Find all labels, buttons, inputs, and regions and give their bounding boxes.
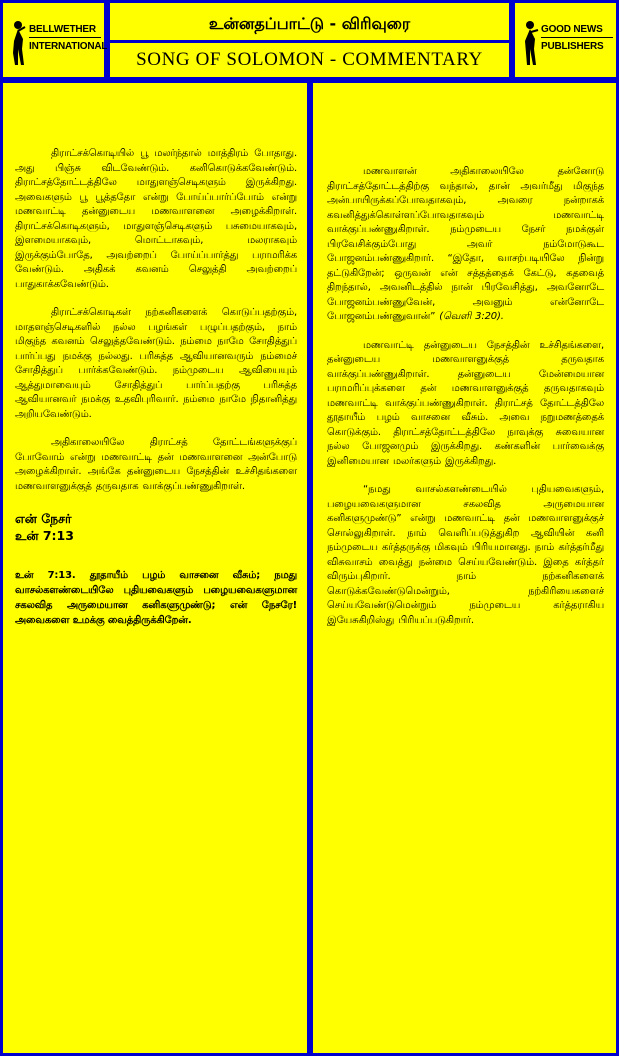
- logo-line-1: BELLWETHER: [29, 23, 101, 38]
- good-news-publishers-logo: [521, 17, 613, 69]
- right-paragraph-3: “நமது வாசல்களண்டையில் புதியவைகளும், பழையவைகளுமான சகலவித அருமையான கனிகளுமுண்டு” என்று மணவாட்டி தன் மணவாளனுக்குச் சொல்லுகிறாள். நாம் வெளிப்படுத்துகிற ஆவியின் கனி நம்முடைய கர்த்தருக்கு மிகவும் பிரியமானது. நாம் கர்த்தர்மீது விசுவாசம் வைத்து நன்மை செய்யவேண்டும். இதை கர்த்தர் விரும்புகிறார். நாம் நற்கனிகளைக் கொடுக்கவேண்டுமென்றும், நற்கிரியைகளைச் செய்யவேண்டுமென்றும் நம்முடைய கர்த்தராகிய இயேசுகிறிஸ்து பிரியப்படுகிறார்.: [327, 484, 604, 626]
- right-column-content: [327, 165, 604, 642]
- page-title-tamil: உன்னதப்பாட்டு - விரிவுரை: [208, 14, 411, 33]
- right-paragraph-1-text: மணவாளன் அதிகாலையிலே தன்னோடு திராட்சத்தோட்டத்திற்கு வந்தால், தான் அவர்மீது மிகுந்த அன்பாயிருக்கப்போவதாகவும், அவரை நன்றாகக் கவனித்துக்கொள்ளப்போவதாகவும் மணவாட்டி வாக்குப்பண்ணுகிறாள். நம்முடைய நேசர் நமக்குள் பிரவேசிக்கும்போது அவர் நம்மோடுகூட போஜனம்பண்ணுகிறார். “இதோ, வாசற்படியிலே நின்று தட்டுகிறேன்; ஒருவன் என் சத்தத்தைக் கேட்டு, கதவைத் திறந்தால், அவனிடத்தில் நான் பிரவேசித்து, அவனோடே போஜனம்பண்ணுவேன், அவனும் என்னோடே போஜனம்பண்ணுவான்”: [327, 166, 604, 322]
- header-right-logo-panel: [512, 0, 619, 80]
- logo-line-1: GOOD NEWS: [541, 23, 613, 38]
- logo-line-2: PUBLISHERS: [541, 41, 604, 52]
- scripture-verse: உன் 7:13. தூதாயீம் பழம் வாசனை வீசும்; நமது வாசல்களண்டையிலே புதியவைகளும் பழையவைகளுமான சகலவித அருமையான கனிகளுமுண்டு; என் நேசரே! அவைகளை உமக்கு வைத்திருக்கிறேன்.: [15, 570, 297, 626]
- bellwether-logo-text: [29, 23, 108, 53]
- scripture-reference: (வெளி 3:20).: [439, 311, 504, 322]
- left-column: [0, 80, 310, 1056]
- header-title-panel: [107, 0, 512, 80]
- logo-line-2: INTERNATIONAL: [29, 41, 108, 52]
- bellwether-logo: [9, 17, 108, 69]
- right-paragraph-2: மணவாட்டி தன்னுடைய நேசத்தின் உச்சிதங்களை, தன்னுடைய மணவாளனுக்குத் தருவதாக வாக்குப்பண்ணுகிறாள். தன்னுடைய மேன்மையான பராமரிப்புக்களை தன் மணவாளனுக்குத் தருவதாகவும் மணவாட்டி வாக்குப்பண்ணுகிறாள். திராட்சத் தோட்டத்திலே தூதாயீம் பழம் வாசனை வீசும். அவை நறுமணத்தைக் கொடுக்கும். திராட்சத்தோட்டத்திலே நாவுக்கு சுவையான நல்ல போஜனமும் இருக்கிறது. கண்களின் பார்வைக்கு இனிமையான மலர்களும் இருக்கிறது.: [327, 339, 604, 467]
- left-column-content: [15, 147, 297, 628]
- good-news-logo-text: [541, 23, 613, 53]
- section-heading-reference: உன் 7:13: [15, 528, 74, 543]
- title-divider: [110, 40, 509, 43]
- right-column: [310, 80, 619, 1056]
- section-heading: என் நேசர்: [15, 511, 72, 526]
- left-paragraph-2: திராட்சக்கொடிகள் நற்கனிகளைக் கொடுப்பதற்கும், மாதளஞ்செடிகளில் நல்ல பழங்கள் பழுப்பதற்கும், நாம் மிகுந்த கவனம் செலுத்தவேண்டும். நம்மை நாமே சோதித்துப் பார்ப்பது நமக்கு நல்லது. பரிசுத்த ஆவியானவரும் நம்மைச் சோதித்துப் பார்க்கவேண்டும். நம்முடைய ஆவியையும் ஆத்துமாவையும் சோதித்துப் பார்ப்பதற்கு பரிசுத்த ஆவியானவர் நமக்கு உதவிபுரிவார். நம்மை நாமே நிதானித்து அறியவேண்டும்.: [15, 307, 297, 420]
- left-paragraph-1: திராட்சக்கொடியில் பூ மலர்ந்தால் மாத்திரம் போதாது. அது பிஞ்சு விடவேண்டும். கனிகொடுக்கவேண்டும். திராட்சத்தோட்டத்திலே மாதுளஞ்செடிகளும் இருக்கிறது. அவைகளும் பூ பூத்ததோ என்று போய்ப்பார்ப்போம் என்று மணவாட்டி தன்னுடைய மணவாளனை அழைக்கிறாள். திராட்சக்கொடிகளும், மாதுளஞ்செடிகளும் பசுமையாகவும், இளமையாகவும், மொட்டாகவும், மலராகவும் இருக்கும்போதே, அவற்றைப் போய்ப்பார்த்து பராமரிக்க வேண்டும். அதிகக் கவனம் செலுத்தி அவற்றைப் பாதுகாக்கவேண்டும்.: [15, 148, 297, 290]
- right-paragraph-1: [327, 165, 604, 325]
- page-title-english: SONG OF SOLOMON - COMMENTARY: [136, 49, 483, 70]
- header-left-logo-panel: [0, 0, 107, 80]
- left-paragraph-3: அதிகாலையிலே திராட்சத் தோட்டங்களுக்குப் போவோம் என்று மணவாட்டி தன் மணவாளனை அன்போடு அழைக்கிறாள். அங்கே தன்னுடைய நேசத்தின் உச்சிதங்களை மணவாளனுக்குத் தருவதாக வாக்குப்பண்ணுகிறாள்.: [15, 437, 297, 492]
- bell-ringer-icon: [9, 19, 27, 65]
- herald-figure-icon: [521, 19, 539, 65]
